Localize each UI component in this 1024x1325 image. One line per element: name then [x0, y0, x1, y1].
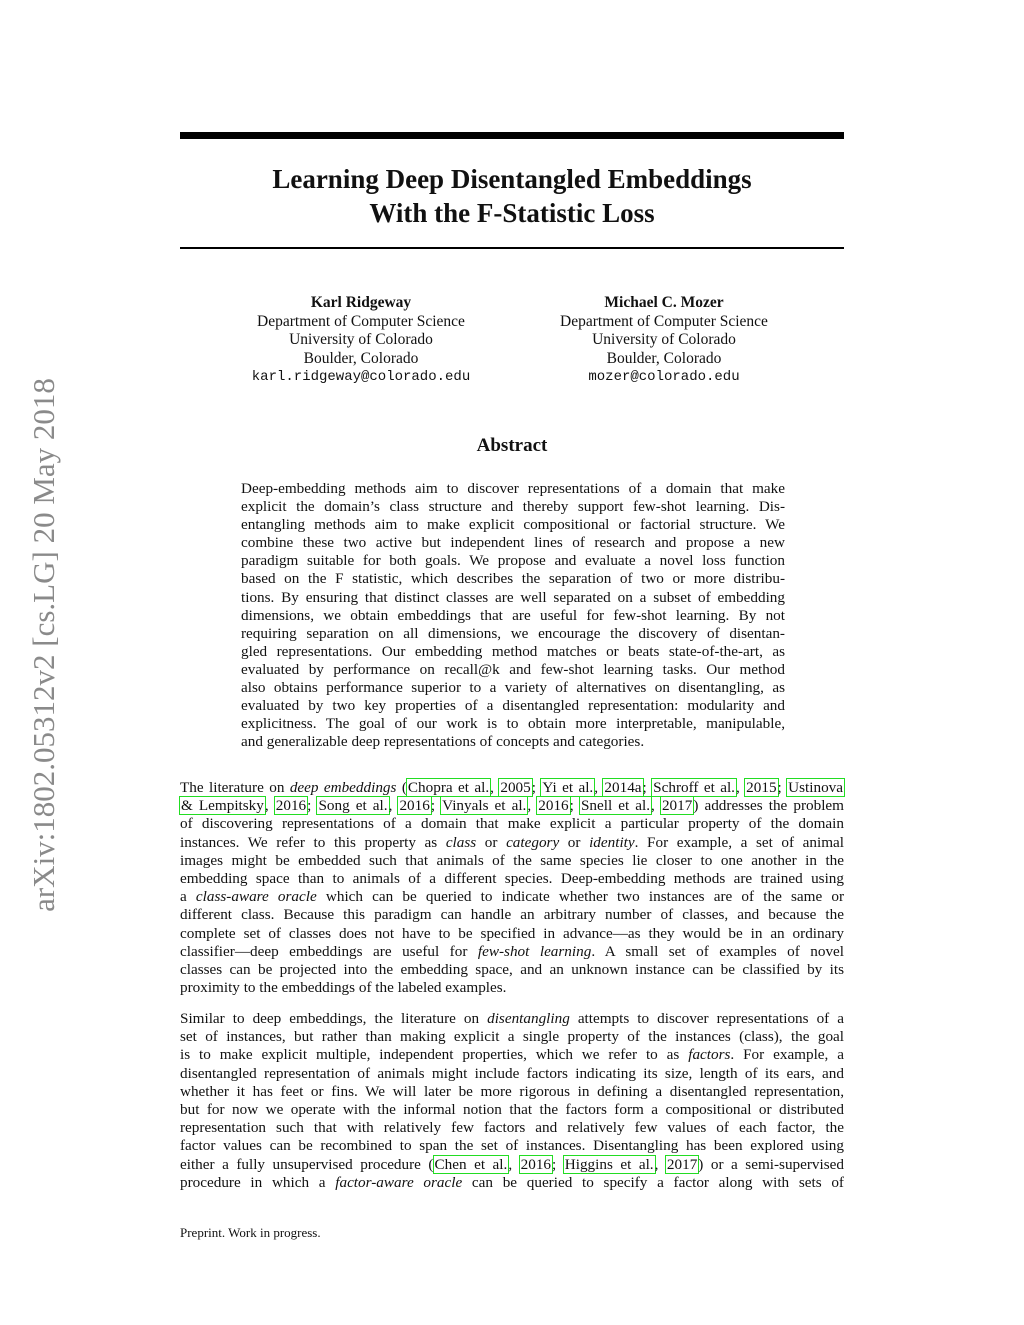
author-department: Department of Computer Science [560, 312, 768, 330]
body-line: different class. Because this paradigm can handle an arbitrary number of classes, and because the [180, 906, 844, 924]
abstract-line: and generalizable deep representations of concepts and categories. [241, 733, 645, 751]
arxiv-identifier: arXiv:1802.05312v2 [cs.LG] 20 May 2018 [26, 378, 61, 912]
body-line: classes can be projected into the embedding space, and an unknown instance can be classified by its [180, 961, 844, 979]
body-line: whether it has feet or fins. We will later be more rigorous in defining a disentangled representation, [180, 1082, 844, 1100]
text-run: instances. We refer to this property as [180, 833, 446, 851]
text-run: ; [777, 779, 788, 796]
emphasis-text: class-aware oracle [195, 888, 317, 906]
paragraph-deep-embeddings [180, 779, 844, 997]
text-run: , [264, 797, 275, 815]
author-block-2 [514, 294, 814, 387]
author-location: Boulder, Colorado [303, 349, 419, 367]
abstract-line: dimensions, we obtain embeddings that are useful for few-shot learning. By not [241, 606, 785, 624]
emphasis-text: class [445, 833, 477, 851]
paragraph-disentangling [180, 1010, 844, 1192]
citation-link[interactable]: Chopra et al. [407, 779, 490, 796]
text-run: , [490, 779, 500, 796]
emphasis-text: factors [688, 1046, 731, 1064]
text-run: . For example, a [730, 1046, 844, 1064]
text-run: The literature on [180, 779, 290, 796]
abstract-line: paradigm suitable for both goals. We propose and evaluate a novel loss function [241, 552, 785, 570]
abstract-line: Deep-embedding methods aim to discover representations of a domain that make [241, 480, 785, 497]
citation-link[interactable]: Yi et al. [542, 779, 594, 796]
citation-link[interactable]: 2016 [538, 797, 569, 815]
footer-note: Preprint. Work in progress. [180, 1225, 321, 1240]
emphasis-text: identity [589, 833, 635, 851]
citation-link[interactable]: Song et al. [318, 797, 388, 815]
abstract-text [241, 480, 785, 751]
abstract-line: requiring separation on all dimensions, we encourage the discovery of disentan- [241, 624, 785, 642]
author-email: karl.ridgeway@colorado.edu [251, 369, 471, 385]
text-run: classifier—deep embeddings are useful for [180, 942, 478, 960]
text-run: can be queried to specify a factor along with sets of [462, 1173, 844, 1191]
text-run: ) addresses the problem [693, 797, 844, 815]
citation-link[interactable]: 2015 [746, 779, 777, 796]
text-run: ( [396, 779, 407, 796]
body-line: set of instances, but rather than making explicit a single property of the instances (class), the goal [180, 1028, 844, 1046]
body-line [180, 943, 844, 961]
body-line: images might be embedded such that animals of the same species lie closer to one another in the [180, 851, 844, 869]
body-line: factor values can be recombined to span the set of instances. Disentangling has been explored using [180, 1137, 844, 1155]
text-run: attempts to discover representations of a [569, 1010, 844, 1027]
text-run: ; [430, 797, 442, 815]
text-run: , [508, 1155, 520, 1173]
text-run: either a fully unsupervised procedure ( [180, 1155, 434, 1173]
abstract-line: explicitness. The goal of our work is to obtain more interpretable, manipulable, [241, 715, 785, 733]
body-line: embedding space than to animals of a different species. Deep-embedding methods are trained using [180, 870, 844, 888]
text-run: , [735, 779, 746, 796]
citation-link[interactable]: 2005 [500, 779, 531, 796]
text-run: ; [531, 779, 542, 796]
text-run: ; [552, 1155, 564, 1173]
citation-link[interactable]: 2016 [275, 797, 307, 815]
author-name: Karl Ridgeway [310, 294, 412, 311]
author-department: Department of Computer Science [257, 312, 465, 330]
text-run: , [388, 797, 399, 815]
text-run: or [559, 833, 590, 851]
author-university: University of Colorado [592, 331, 736, 348]
author-name: Michael C. Mozer [604, 294, 724, 311]
body-line: proximity to the embeddings of the labeled examples. [180, 979, 507, 997]
citation-link[interactable]: Schroff et al. [653, 779, 735, 796]
body-line [180, 1046, 844, 1064]
text-run: ; [307, 797, 318, 815]
text-run: a [180, 888, 196, 906]
abstract-line: tions. By ensuring that distinct classes are well separated on a subset of embedding [241, 588, 785, 606]
body-line: complete set of classes does not have to be specified in advance—as they would be in an ordinary [180, 924, 844, 942]
title-top-rule [180, 132, 844, 139]
body-line: but for now we operate with the informal notion that the factors form a compositional or distributed [180, 1101, 844, 1119]
text-run: ; [642, 779, 653, 796]
citation-link[interactable]: Chen et al. [434, 1155, 508, 1173]
abstract-heading: Abstract [476, 435, 548, 456]
text-run: . For example, a set of animal [634, 833, 845, 851]
text-run: which can be queried to indicate whether two instances are of the same or [316, 888, 845, 906]
text-run: procedure in which a [180, 1173, 336, 1191]
abstract-line: entangling methods aim to make explicit compositional or factorial structure. We [241, 516, 785, 534]
abstract-line: combine these two active but independent lines of research and propose a new [241, 534, 785, 552]
text-run: ) or a semi-supervised [698, 1155, 844, 1173]
abstract-line: evaluated by performance on recall@k and few-shot learning tasks. Our method [241, 660, 785, 678]
citation-link[interactable]: 2016 [520, 1155, 551, 1173]
emphasis-text: category [506, 833, 560, 851]
citation-link[interactable]: Higgins et al. [564, 1155, 654, 1173]
abstract-line: gled representations. Our embedding method matches or beats state-of-the-art, as [241, 642, 785, 660]
body-line [180, 797, 844, 815]
citation-link[interactable]: Vinyals et al. [442, 797, 527, 815]
abstract-line: also obtains performance superior to a variety of alternatives on disentangling, as [241, 679, 785, 697]
citation-link[interactable]: 2014a [604, 779, 642, 796]
text-run: Similar to deep embeddings, the literature on [180, 1010, 488, 1027]
body-line [180, 834, 844, 852]
text-run: , [654, 1155, 666, 1173]
author-email: mozer@colorado.edu [588, 369, 740, 385]
text-run: , [651, 797, 661, 815]
emphasis-text: few-shot learning [477, 942, 592, 960]
emphasis-text: disentangling [487, 1010, 570, 1027]
citation-link[interactable]: 2017 [666, 1155, 698, 1173]
citation-link[interactable]: & Lempitsky [181, 797, 264, 815]
body-line: disentangled representation of animals might include factors indicating its size, length of its ears, and [180, 1064, 844, 1082]
citation-link[interactable]: Ustinova [788, 779, 844, 796]
body-line: representation such that with relatively few factors and relatively few values of each factor, the [180, 1119, 844, 1137]
body-line [180, 1156, 844, 1174]
body-line: of discovering representations of a domain that make explicit a particular property of the domain [180, 815, 844, 833]
title-bottom-rule [180, 247, 844, 249]
body-line [180, 779, 844, 797]
citation-link[interactable]: 2017 [661, 797, 693, 815]
text-run: , [527, 797, 538, 815]
text-run: is to make explicit multiple, independent properties, which we refer to as [180, 1046, 689, 1064]
body-line [180, 1010, 844, 1028]
text-run: , [594, 779, 604, 796]
body-line [180, 1174, 844, 1192]
text-run: or [476, 833, 507, 851]
title-line-2: With the F-Statistic Loss [369, 198, 655, 228]
text-run: ; [569, 797, 580, 815]
emphasis-text: factor-aware oracle [335, 1173, 463, 1191]
paper-title [180, 162, 844, 230]
emphasis-text: deep embeddings [289, 779, 397, 796]
abstract-line: based on the F statistic, which describes the separation of two or more distribu- [241, 570, 785, 588]
author-location: Boulder, Colorado [606, 349, 722, 367]
text-run: . A small set of examples of novel [591, 942, 844, 960]
citation-link[interactable]: Snell et al. [580, 797, 651, 815]
citation-link[interactable]: 2016 [399, 797, 430, 815]
abstract-line: evaluated by two key properties of a disentangled representation: modularity and [241, 697, 785, 715]
author-block-1 [211, 294, 511, 387]
body-line [180, 888, 844, 906]
title-line-1: Learning Deep Disentangled Embeddings [272, 164, 752, 194]
abstract-line: explicit the domain’s class structure and thereby support few-shot learning. Dis- [241, 498, 785, 516]
author-university: University of Colorado [289, 331, 433, 348]
